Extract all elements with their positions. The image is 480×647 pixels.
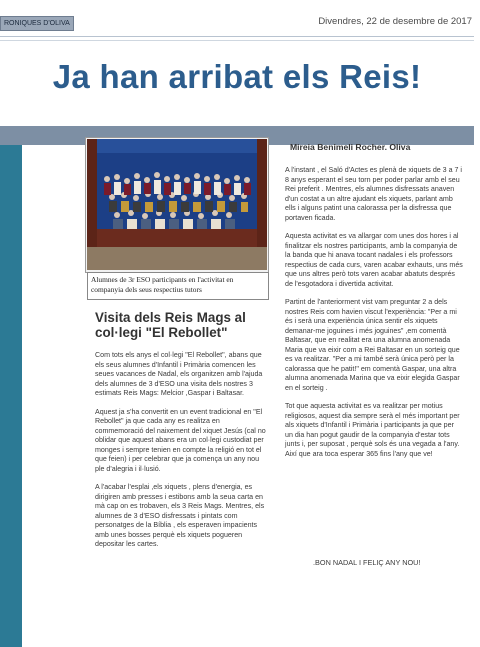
- author-byline: Mireia Benimeli Rocher. Oliva: [290, 142, 411, 152]
- article-title: Visita dels Reis Mags al col·legi "El Rebollet": [95, 310, 246, 340]
- photo-caption-text: Alumnes de 3r ESO participants en l'activitat en companyia dels seus respectius tutors: [91, 275, 234, 294]
- left-column: [95, 351, 267, 559]
- section-tab: [0, 16, 74, 31]
- right-column: [285, 166, 463, 468]
- group-photo: [87, 139, 267, 270]
- masthead: [0, 0, 480, 34]
- headline: Ja han arribat els Reis!: [52, 58, 422, 95]
- rule-bottom: [0, 40, 474, 41]
- paragraph: A l'instant , el Saló d'Actes es plenà de xiquets de 3 a 7 i 8 anys esperant el seu torn per poder parlar amb el seu Rei preferit . Mentres, els alumnes disfressats anaven d'un costat a un altre ajudant els xiquets, parlant amb ells i alguns patint una calorassa per la disfressa que portaven ficada.: [285, 166, 463, 222]
- left-color-strip: [0, 145, 22, 647]
- paragraph: Partint de l'anteriorment vist vam preguntar 2 a dels nostres Reis com havien viscut l'experiència: "Per a mi és i serà una experiència única sentir els xiquets demanar-me joguines i més joguines" ,em comentà Baltasar, que en realitat era una alumna anomenada Maria que va eixir com a Rei Baltasar en un sorteig que es va realitzar. "Per a mi també serà única però per la calorassa que he patit!" em comentà Gaspar, una altra alumna anomenada Marina que va eixir elegida Gaspar en el sorteig .: [285, 298, 460, 392]
- paragraph: Tot que aquesta activitat es va realitzar per motius religiosos, aquest dia sempre serà el més important per als xiquets d'Infantil i Primària i participants ja que per un dia han pogut gaudir de la companyia d'estar tots junts i, per suposat , perquè sols és una vegada a l'any. Així que ara toca esperar 365 fins l'any que ve!: [285, 402, 460, 458]
- paragraph: Aquest ja s'ha convertit en un event tradicional en "El Rebollet" ja que cada any es realitza en commemoració del naixement del xiquet Jesús (cal no oblidar que aquest abans era un col·legi custodiat per monges i sempre tenien en compte la religió en tot el que feien) i per celebrar que ja comença un any nou ple d'alegria i il·lusió.: [95, 407, 266, 473]
- signoff: .BON NADAL I FELIÇ ANY NOU!: [313, 558, 421, 567]
- group-photo-frame: [85, 137, 269, 273]
- photo-caption: [87, 272, 269, 300]
- paragraph: A l'acabar l'esplai ,els xiquets , plens d'energia, es dirigiren amb presses i estibons amb la seua carta en mà cap on es trobaven, els 3 Reis Mags. Mentres, els alumnes de 3 d'ESO disfressats i pintats com personatges de la Bíblia , els esperaven impacients amb unes bosses perquè els xiquets pogueren depositar les cartes.: [95, 483, 265, 548]
- paragraph: Com tots els anys el col·legi "El Rebollet", abans que els seus alumnes d'Infantil i Primària comencen les seues vacances de Nadal, els organitzen amb l'ajuda dels alumnes de 3 d'ESO una visita dels nostres 3 estimats Reis Mags: Melcior ,Gaspar i Baltasar.: [95, 351, 263, 397]
- rule-top: [0, 36, 474, 37]
- publication-date: Divendres, 22 de desembre de 2017: [318, 16, 472, 27]
- section-name: RONIQUES D'OLIVA: [4, 20, 70, 27]
- paragraph: Aquesta activitat es va allargar com unes dos hores i al finalitzar els nostres participants, amb la companyia de la banda que hi anava tocant nadales i els professors respectius de cada curs, varen acabar exhauts, uns més que uns altres però tots varen acabar abatuts després de l'esgotadora i divertida activitat.: [285, 232, 463, 288]
